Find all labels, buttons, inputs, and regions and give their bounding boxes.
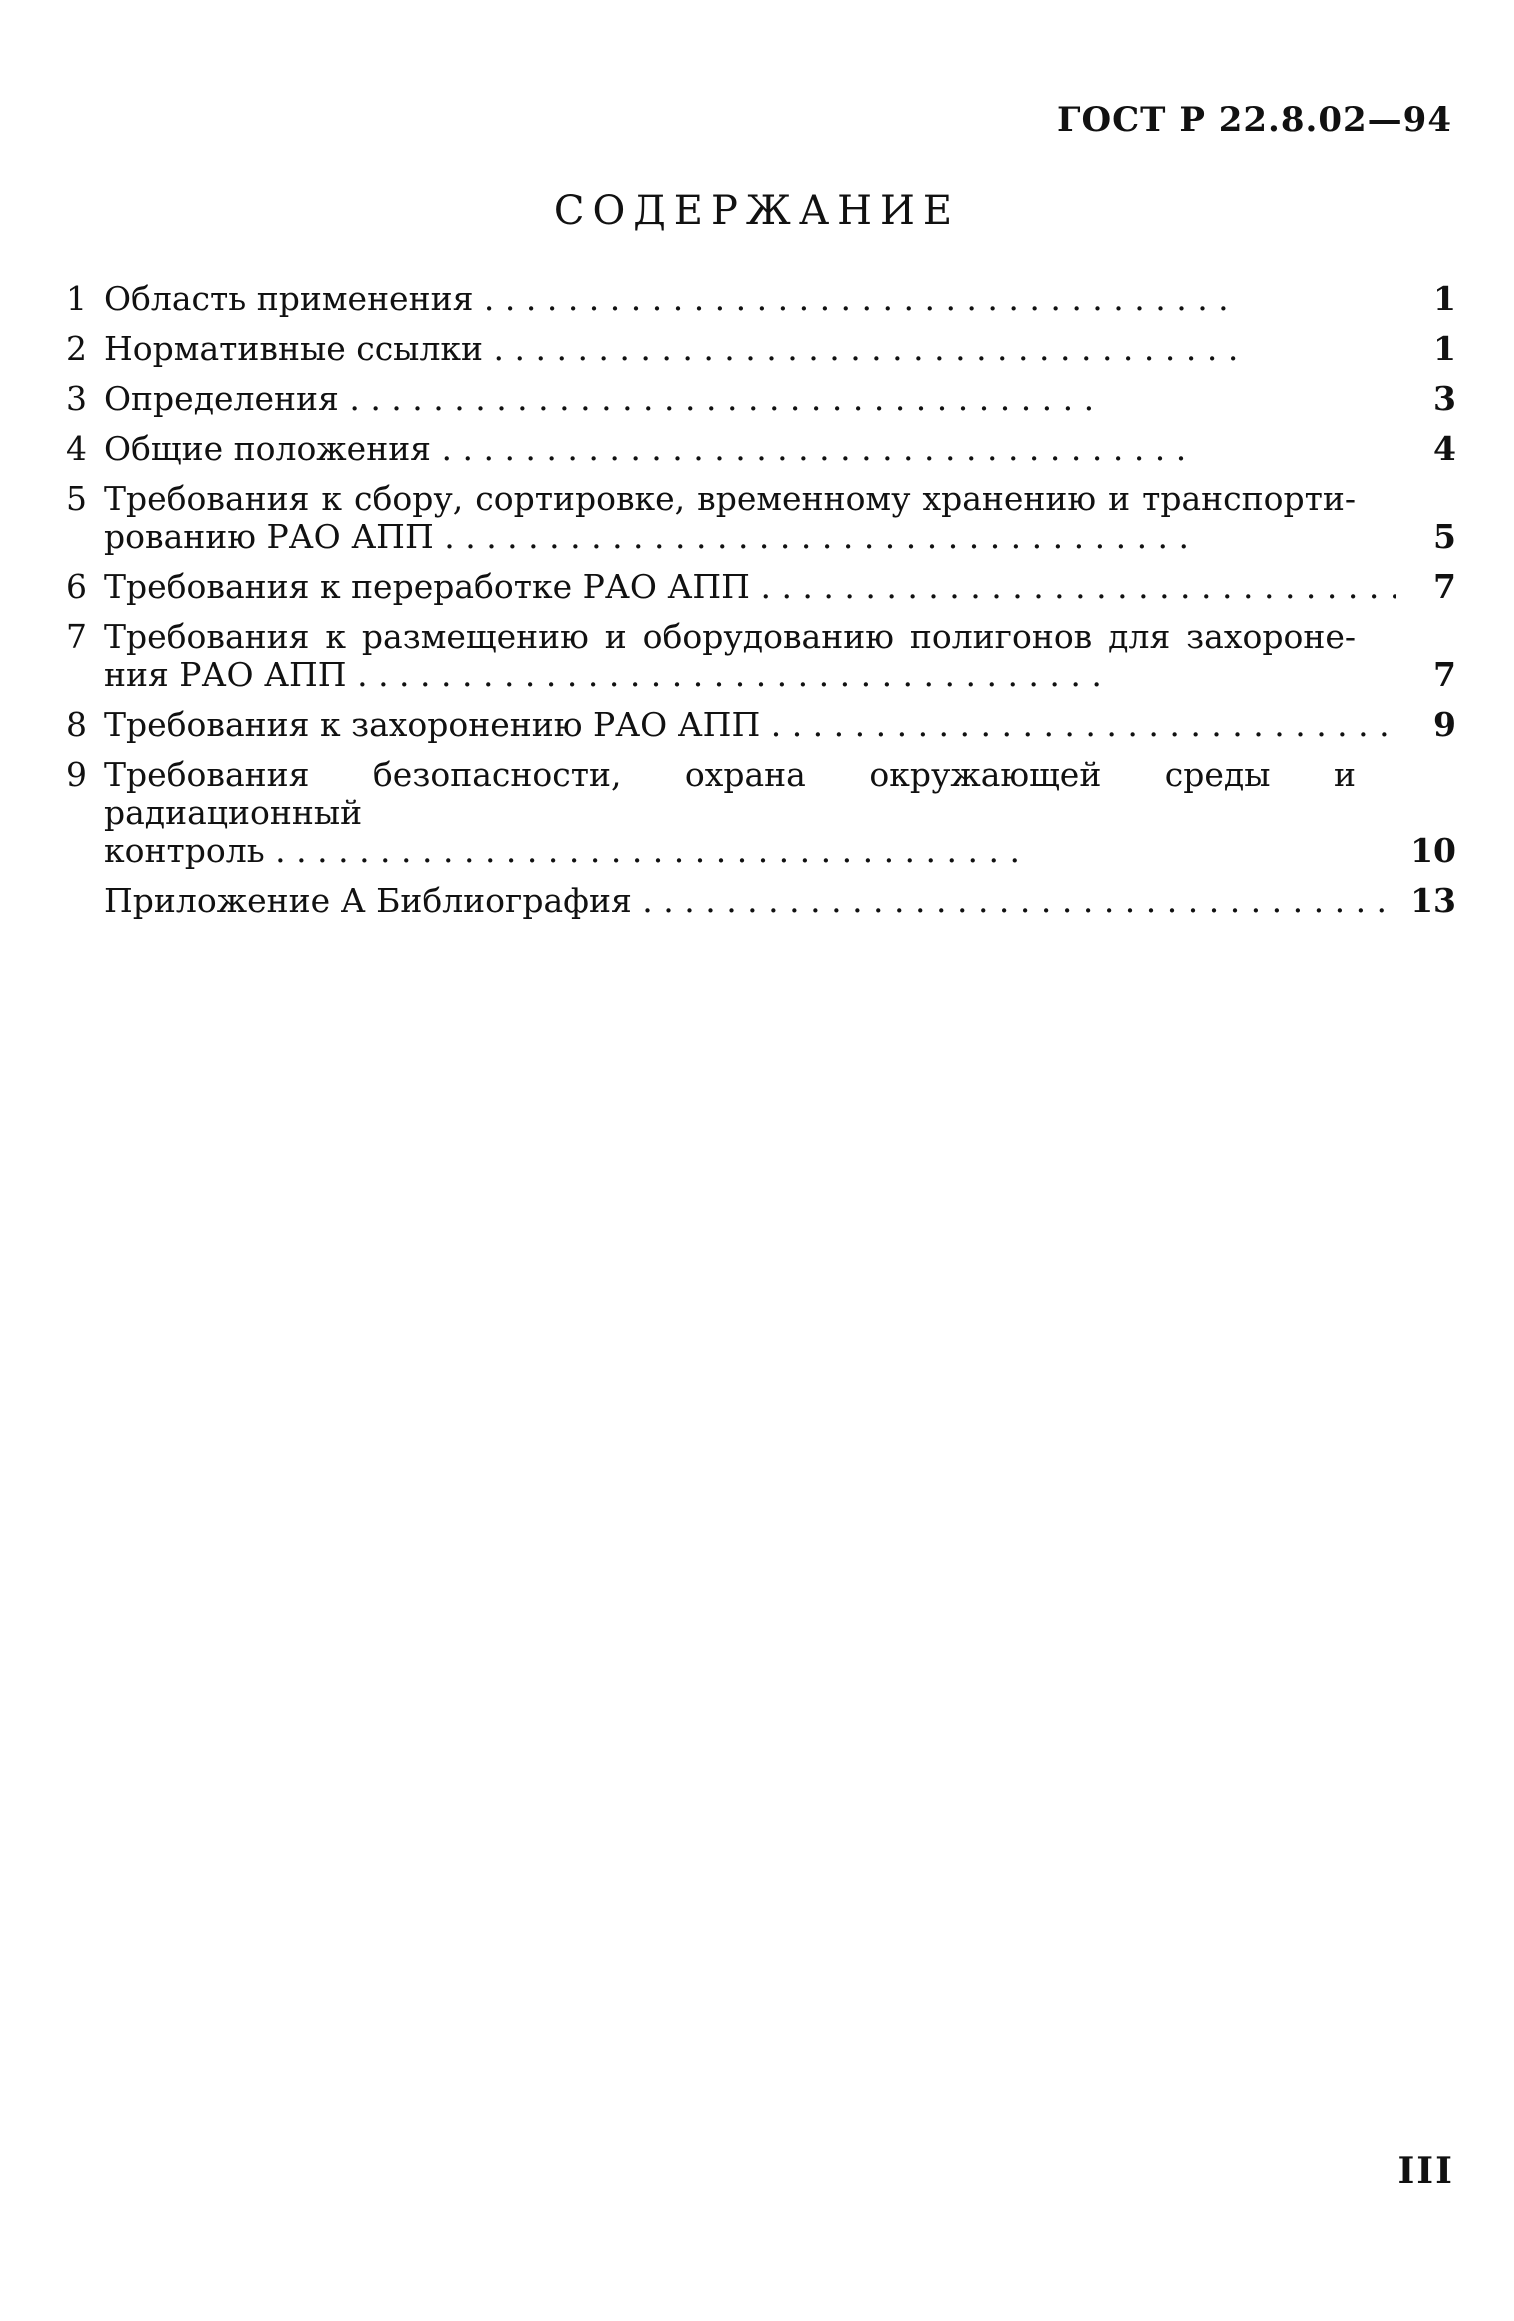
toc-entry-3[interactable] (66, 380, 1456, 418)
toc-entry-page: 7 (1433, 655, 1456, 694)
toc-entry-page: 7 (1433, 567, 1456, 606)
toc-entry-5[interactable] (66, 480, 1456, 556)
toc-entry-7[interactable] (66, 618, 1456, 694)
toc-entry-title: Нормативные ссылки . . (104, 330, 1396, 368)
toc-entry-page: 5 (1433, 517, 1456, 556)
toc-entry-page: 1 (1433, 329, 1456, 368)
toc-entry-title: Требования к захоронению РАО АПП . . (104, 706, 1396, 744)
toc-entry-number: 4 (66, 429, 87, 468)
toc-entry-number: 3 (66, 379, 87, 418)
toc-entry-page: 13 (1410, 881, 1456, 920)
toc-entry-1[interactable] (66, 280, 1456, 318)
toc-entry-page: 1 (1433, 279, 1456, 318)
toc-entry-page: 3 (1433, 379, 1456, 418)
toc-entry-6[interactable] (66, 568, 1456, 606)
toc-entry-title: Общие положения . . (104, 430, 1396, 468)
toc-entry-title: Область применения . . (104, 280, 1396, 318)
toc-entry-page: 9 (1433, 705, 1456, 744)
toc-entry-title: Требования к переработке РАО АПП . . (104, 568, 1396, 606)
toc-entry-number: 8 (66, 705, 87, 744)
table-of-contents (66, 280, 1456, 932)
toc-entry-title-line2: контроль . . (104, 832, 1396, 870)
toc-entry-title: Определения . . (104, 380, 1396, 418)
toc-entry-title-line2: рованию РАО АПП . . (104, 518, 1396, 556)
toc-entry-title (104, 480, 1396, 556)
toc-entry-title-line1: Требования безопасности, охрана окружающей среды и радиационный (104, 756, 1356, 832)
toc-entry-title-line1: Требования к сбору, сортировке, временному хранению и транспорти- (104, 480, 1356, 518)
page-number: III (1397, 2150, 1454, 2192)
toc-entry-title (104, 618, 1396, 694)
document-code: ГОСТ Р 22.8.02—94 (1057, 100, 1452, 140)
toc-entry-2[interactable] (66, 330, 1456, 368)
toc-entry-title: Приложение А Библиография . . (104, 882, 1396, 920)
toc-entry-appendix[interactable] (66, 882, 1456, 920)
toc-entry-page: 10 (1410, 831, 1456, 870)
toc-entry-8[interactable] (66, 706, 1456, 744)
toc-entry-9[interactable] (66, 756, 1456, 870)
toc-entry-title (104, 756, 1396, 870)
toc-entry-number: 1 (66, 279, 87, 318)
toc-entry-4[interactable] (66, 430, 1456, 468)
toc-entry-number: 2 (66, 329, 87, 368)
toc-entry-number: 7 (66, 617, 87, 656)
toc-entry-title-line2: ния РАО АПП . . (104, 656, 1396, 694)
page-title: СОДЕРЖАНИЕ (553, 188, 961, 234)
toc-entry-number: 9 (66, 755, 87, 794)
toc-entry-number: 5 (66, 479, 87, 518)
toc-entry-title-line1: Требования к размещению и оборудованию полигонов для захороне- (104, 618, 1356, 656)
toc-entry-number: 6 (66, 567, 87, 606)
toc-entry-page: 4 (1433, 429, 1456, 468)
